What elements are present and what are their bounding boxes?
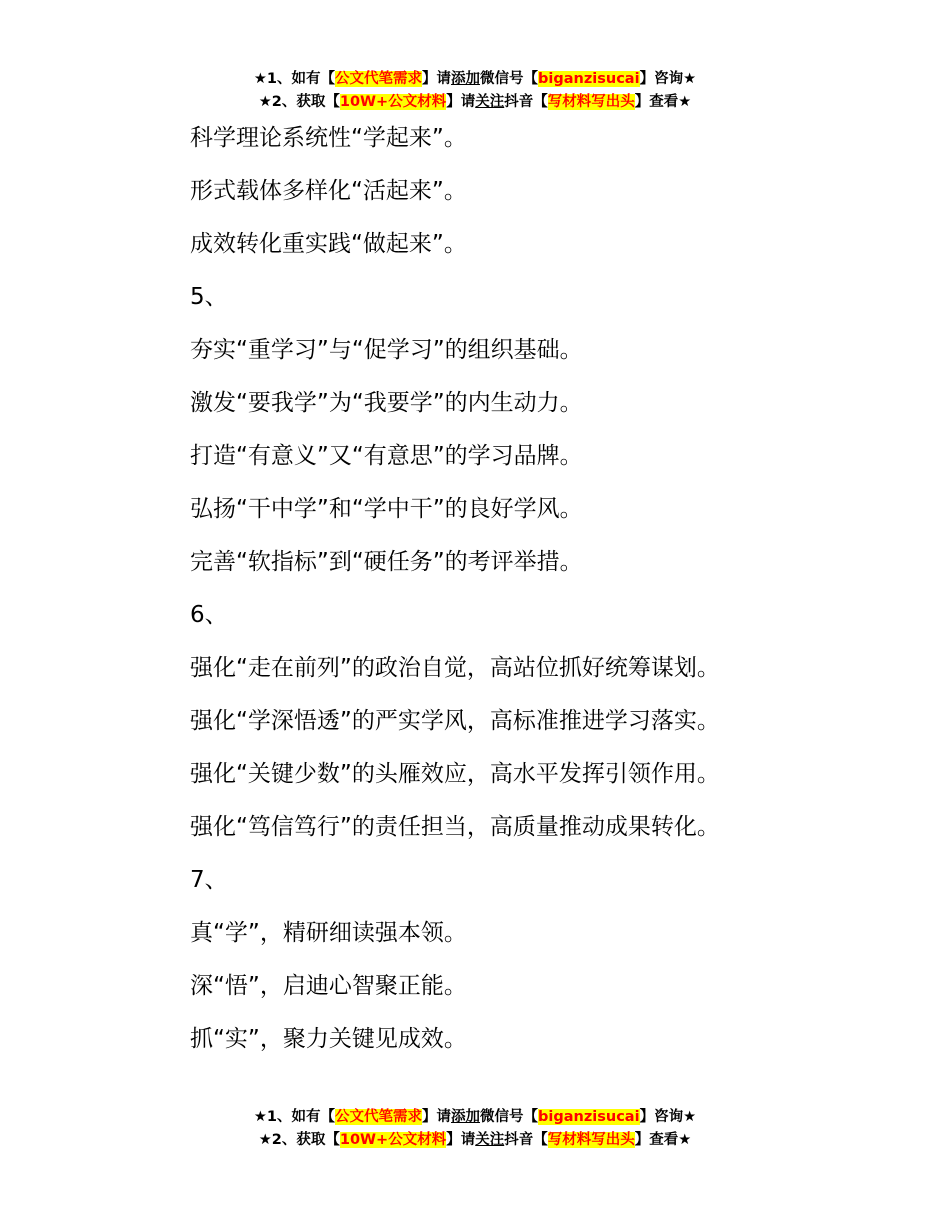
banner-text: 】查看★ <box>634 94 692 110</box>
banner-text: 】请 <box>422 71 452 87</box>
paragraph: 强化“学深悟透”的严实学风，高标准推进学习落实。 <box>190 708 720 734</box>
banner-underline: 添加 <box>451 71 481 87</box>
paragraph: 强化“走在前列”的政治自觉，高站位抓好统筹谋划。 <box>190 655 720 681</box>
section-number: 6、 <box>190 602 228 628</box>
paragraph: 夯实“重学习”与“促学习”的组织基础。 <box>190 337 583 363</box>
banner-text: 抖音【 <box>504 94 548 110</box>
paragraph: 强化“关键少数”的头雁效应，高水平发挥引领作用。 <box>190 761 720 787</box>
banner-text: 】请 <box>446 1132 476 1148</box>
paragraph: 成效转化重实践“做起来”。 <box>190 231 467 257</box>
footer-banner <box>0 1106 950 1152</box>
banner-text: ★1、如有【 <box>253 71 336 87</box>
banner-text: 】请 <box>446 94 476 110</box>
paragraph: 形式载体多样化“活起来”。 <box>190 178 467 204</box>
banner-text: 】咨询★ <box>639 71 697 87</box>
section-number: 7、 <box>190 867 228 893</box>
banner-text: 微信号【 <box>480 71 539 87</box>
banner-text: 】查看★ <box>634 1132 692 1148</box>
banner-text: ★1、如有【 <box>253 1109 336 1125</box>
header-banner <box>0 68 950 114</box>
paragraph: 抓“实”，聚力关键见成效。 <box>190 1026 467 1052</box>
section-number: 5、 <box>190 284 228 310</box>
banner-highlight-wechat-id: biganzisucai <box>538 1109 640 1125</box>
banner-underline: 关注 <box>475 94 505 110</box>
paragraph: 深“悟”，启迪心智聚正能。 <box>190 973 467 999</box>
banner-text: 抖音【 <box>504 1132 548 1148</box>
banner-text: 微信号【 <box>480 1109 539 1125</box>
banner-line-2 <box>0 91 950 114</box>
banner-line-1 <box>0 68 950 91</box>
banner-highlight-wechat-id: biganzisucai <box>538 71 640 87</box>
banner-highlight: 10W+公文材料 <box>339 94 447 110</box>
banner-text: ★2、获取【 <box>258 1132 340 1148</box>
paragraph: 强化“笃信笃行”的责任担当，高质量推动成果转化。 <box>190 814 720 840</box>
paragraph: 弘扬“干中学”和“学中干”的良好学风。 <box>190 496 583 522</box>
paragraph: 科学理论系统性“学起来”。 <box>190 125 467 151</box>
banner-highlight-douyin-id: 写材料写出头 <box>547 1132 635 1148</box>
paragraph: 打造“有意义”又“有意思”的学习品牌。 <box>190 443 583 469</box>
paragraph: 完善“软指标”到“硬任务”的考评举措。 <box>190 549 583 575</box>
banner-line-2 <box>0 1129 950 1152</box>
banner-highlight: 公文代笔需求 <box>335 1109 423 1125</box>
banner-text: 】请 <box>422 1109 452 1125</box>
banner-highlight: 公文代笔需求 <box>335 71 423 87</box>
banner-underline: 添加 <box>451 1109 481 1125</box>
banner-highlight-douyin-id: 写材料写出头 <box>547 94 635 110</box>
banner-text: ★2、获取【 <box>258 94 340 110</box>
document-body <box>190 112 910 1066</box>
banner-underline: 关注 <box>475 1132 505 1148</box>
paragraph: 激发“要我学”为“我要学”的内生动力。 <box>190 390 583 416</box>
banner-text: 】咨询★ <box>639 1109 697 1125</box>
banner-line-1 <box>0 1106 950 1129</box>
paragraph: 真“学”，精研细读强本领。 <box>190 920 467 946</box>
banner-highlight: 10W+公文材料 <box>339 1132 447 1148</box>
